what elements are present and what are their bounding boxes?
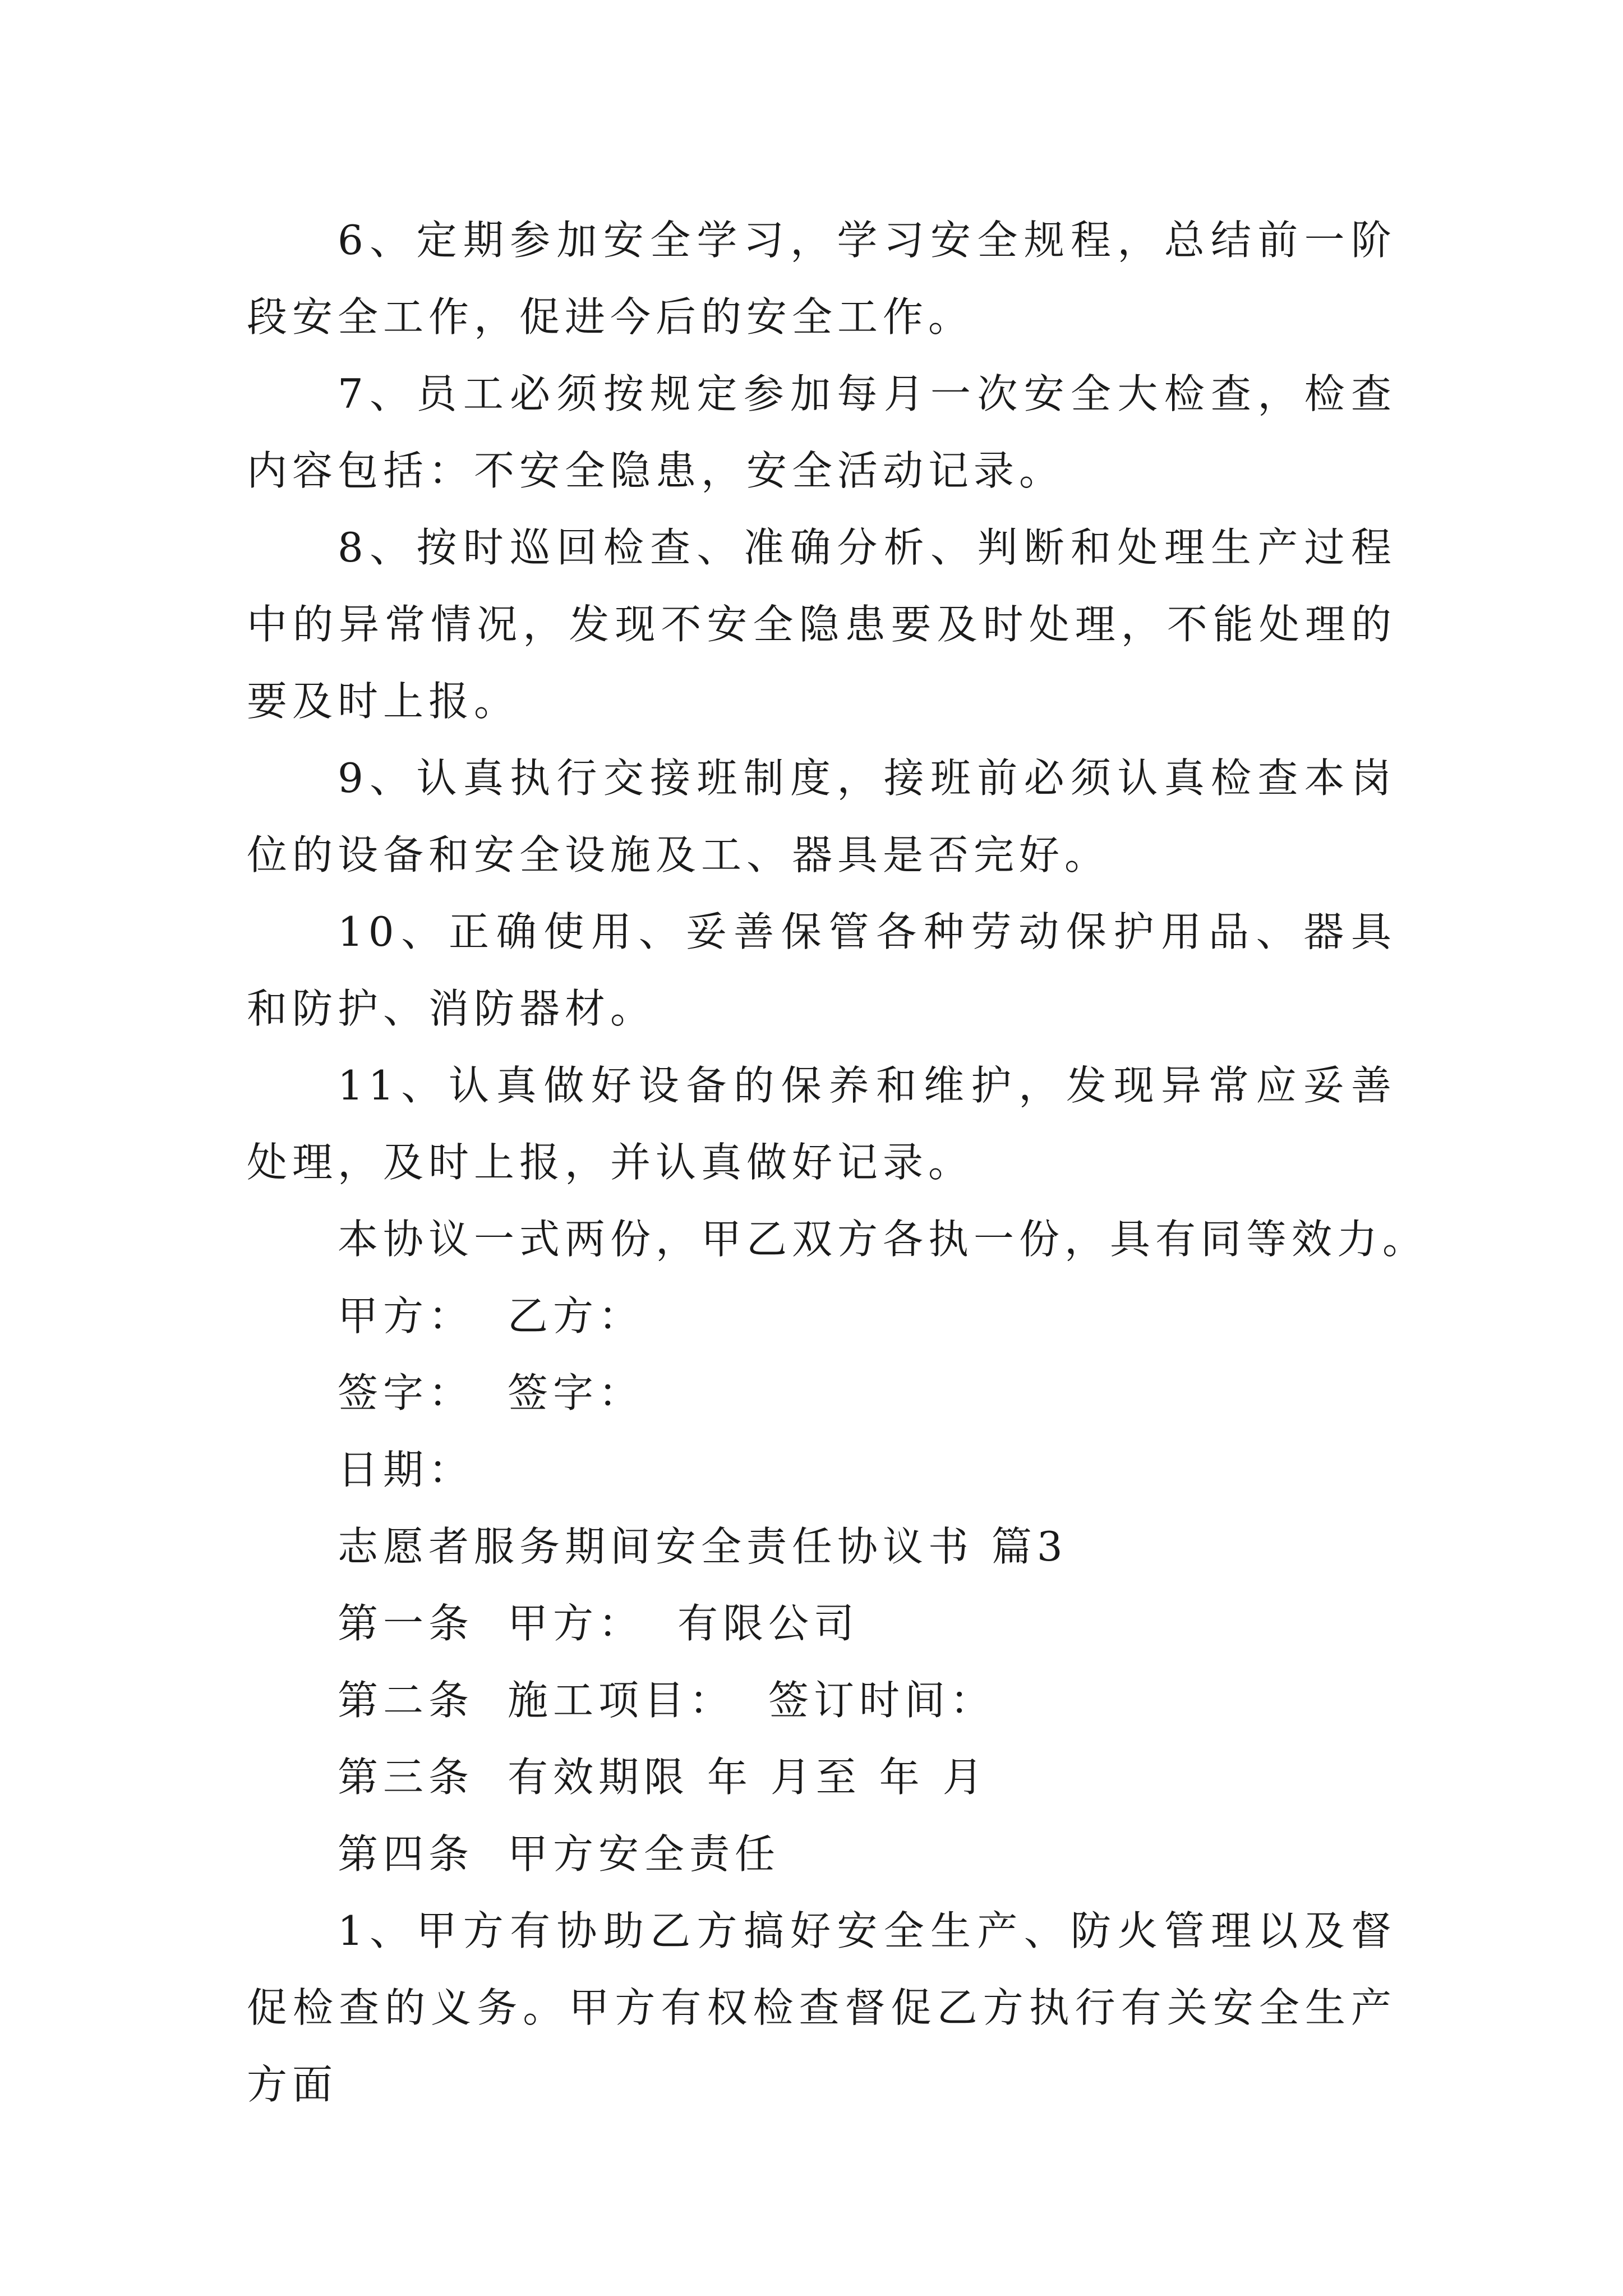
article-2-value: 签订时间： bbox=[768, 1677, 996, 1724]
article-3 bbox=[247, 1739, 1396, 1816]
clause-8: 8、按时巡回检查、准确分析、判断和处理生产过程中的异常情况，发现不安全隐患要及时处理，不能处理的要及时上报。 bbox=[247, 524, 1396, 725]
article-3-field: 有效期限 年 月至 年 月 bbox=[508, 1754, 988, 1801]
article-4-label: 第四条 bbox=[338, 1830, 474, 1878]
party-a-label: 甲方： bbox=[338, 1292, 474, 1340]
article-4-field: 甲方安全责任 bbox=[508, 1830, 781, 1878]
party-line bbox=[247, 1278, 1396, 1355]
clause-6: 6、定期参加安全学习，学习安全规程，总结前一阶段安全工作，促进今后的安全工作。 bbox=[247, 217, 1396, 341]
article-1-field: 甲方： bbox=[508, 1600, 644, 1647]
clause-10: 10、正确使用、妥善保管各种劳动保护用品、器具和防护、消防器材。 bbox=[247, 908, 1396, 1032]
article-1 bbox=[247, 1585, 1396, 1662]
signature-b-label: 签字： bbox=[508, 1369, 644, 1416]
article-3-label: 第三条 bbox=[338, 1754, 474, 1801]
date-label: 日期： bbox=[338, 1446, 474, 1493]
document-page bbox=[247, 202, 1428, 2123]
signature-a-label: 签字： bbox=[338, 1369, 474, 1416]
party-b-label: 乙方： bbox=[508, 1292, 644, 1340]
article-4 bbox=[247, 1816, 1396, 1893]
clause-9: 9、认真执行交接班制度，接班前必须认真检查本岗位的设备和安全设施及工、器具是否完好。 bbox=[247, 754, 1396, 878]
article-1-label: 第一条 bbox=[338, 1600, 474, 1647]
clause-party-a-1: 1、甲方有协助乙方搞好安全生产、防火管理以及督促检查的义务。甲方有权检查督促乙方执行有关安全生产方面 bbox=[247, 1907, 1396, 2108]
clause-11: 11、认真做好设备的保养和维护，发现异常应妥善处理，及时上报，并认真做好记录。 bbox=[247, 1062, 1396, 1186]
agreement-copies-text: 本协议一式两份，甲乙双方各执一份，具有同等效力。 bbox=[338, 1216, 1428, 1263]
section-title: 志愿者服务期间安全责任协议书 篇3 bbox=[338, 1523, 1068, 1570]
article-2-label: 第二条 bbox=[338, 1677, 474, 1724]
signature-line bbox=[247, 1355, 1396, 1432]
article-2 bbox=[247, 1662, 1396, 1739]
article-2-field: 施工项目： bbox=[508, 1677, 735, 1724]
clause-7: 7、员工必须按规定参加每月一次安全大检查，检查内容包括：不安全隐患，安全活动记录。 bbox=[247, 370, 1396, 494]
article-1-value: 有限公司 bbox=[677, 1600, 860, 1647]
